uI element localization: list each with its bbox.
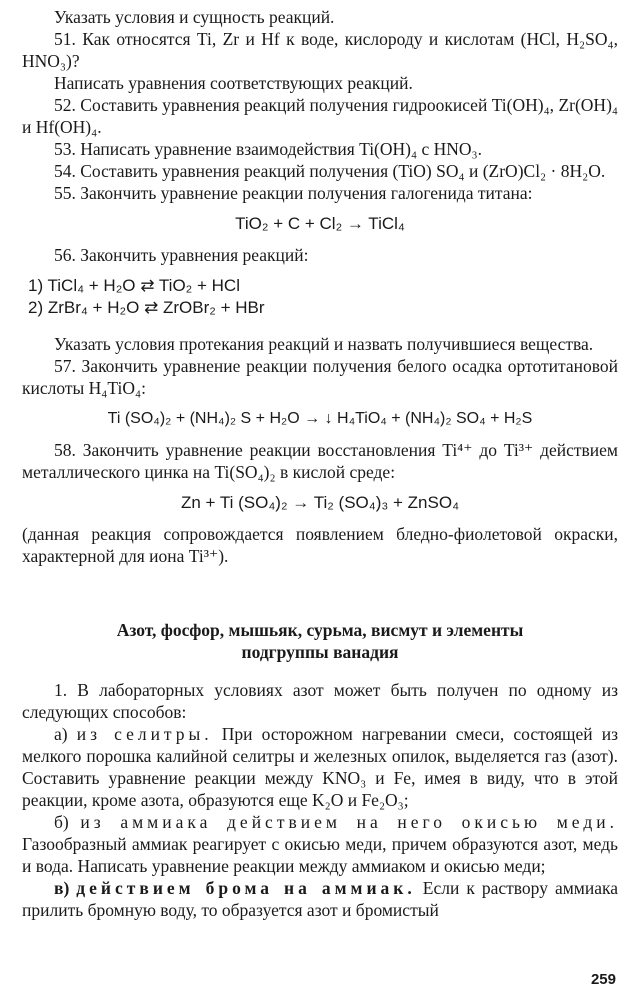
method-c	[22, 877, 618, 921]
equation-58: Zn + Ti (SO₄)₂ → Ti₂ (SO₄)₃ + ZnSO₄	[180, 493, 460, 512]
section-paragraph-1: 1. В лабораторных условиях азот может быть получен по одному из следующих способов:	[22, 680, 618, 722]
method-c-title: действием брома на аммиак.	[76, 878, 416, 898]
method-b-label: б)	[54, 812, 81, 832]
equation-55: TiO₂ + C + Cl₂ → TiCl₄	[235, 214, 405, 233]
question-58-note: (данная реакция сопровождается появлением бледно-фиолетовой окраски, характерной для иона Ti³⁺).	[22, 524, 618, 566]
method-c-label: в)	[54, 878, 77, 898]
question-51-instruction: Написать уравнения соответствующих реакций.	[54, 73, 413, 93]
equation-56-1: 1) TiCl₄ + H₂O ⇄ TiO₂ + HCl	[28, 276, 240, 295]
method-b-title: из аммиака действием на него окисью меди.	[80, 812, 618, 832]
section-heading	[22, 619, 618, 663]
section-heading-line-2: подгруппы ванадия	[241, 642, 399, 662]
question-58: 58. Закончить уравнение реакции восстановления Ti⁴⁺ до Ti³⁺ действием металлического цинка на Ti(SO₄)₂ в кислой среде:	[22, 440, 618, 482]
question-54: 54. Составить уравнения реакций получения (TiO) SO₄ и (ZrO)Cl₂ · 8H₂O.	[54, 161, 606, 181]
method-a-label: а)	[54, 724, 77, 744]
page-number: 259	[590, 971, 616, 988]
question-56: 56. Закончить уравнения реакций:	[54, 245, 309, 265]
document-page	[22, 6, 618, 921]
equation-56-2: 2) ZrBr₄ + H₂O ⇄ ZrOBr₂ + HBr	[28, 298, 265, 317]
method-a-title: из селитры.	[76, 724, 213, 744]
question-56-conditions: Указать условия протекания реакций и назвать получившиеся вещества.	[54, 334, 594, 354]
question-53: 53. Написать уравнение взаимодействия Ti(OH)₄ с HNO₃.	[54, 139, 482, 159]
equation-57: Ti (SO₄)₂ + (NH₄)₂ S + H₂O → ↓ H₄TiO₄ + (NH₄)₂ SO₄ + H₂S	[107, 410, 533, 427]
method-b-text: Газообразный аммиак реагирует с окисью меди, причем образуются азот, медь и вода. Написать уравнение реакции между аммиаком и окисью меди;	[22, 834, 618, 876]
method-b	[22, 811, 618, 877]
question-57: 57. Закончить уравнение реакции получения белого осадка ортотитановой кислоты H₄TiO₄:	[22, 356, 618, 398]
question-51: 51. Как относятся Ti, Zr и Hf к воде, кислороду и кислотам (HCl, H₂SO₄, HNO₃)?	[22, 29, 618, 71]
question-52: 52. Составить уравнения реакций получения гидроокисей Ti(OH)₄, Zr(OH)₄ и Hf(OH)₄.	[22, 95, 618, 137]
question-55: 55. Закончить уравнение реакции получения галогенида титана:	[54, 183, 533, 203]
section-heading-line-1: Азот, фосфор, мышьяк, сурьма, висмут и элементы	[116, 620, 524, 640]
method-c-text: Если к раствору аммиака прилить бромную воду, то образуется азот и бромистый	[22, 878, 619, 920]
method-a	[22, 723, 618, 811]
method-a-text: При осторожном нагревании смеси, состоящей из мелкого порошка калийной селитры и железных опилок, выделяется газ (азот). Составить уравнение реакции между KNO₃ и Fe, имея в виду, что в этой реакции, кроме азота, образуются еще K₂O и Fe₂O₃;	[22, 724, 618, 810]
text-line: Указать условия и сущность реакций.	[54, 7, 335, 27]
